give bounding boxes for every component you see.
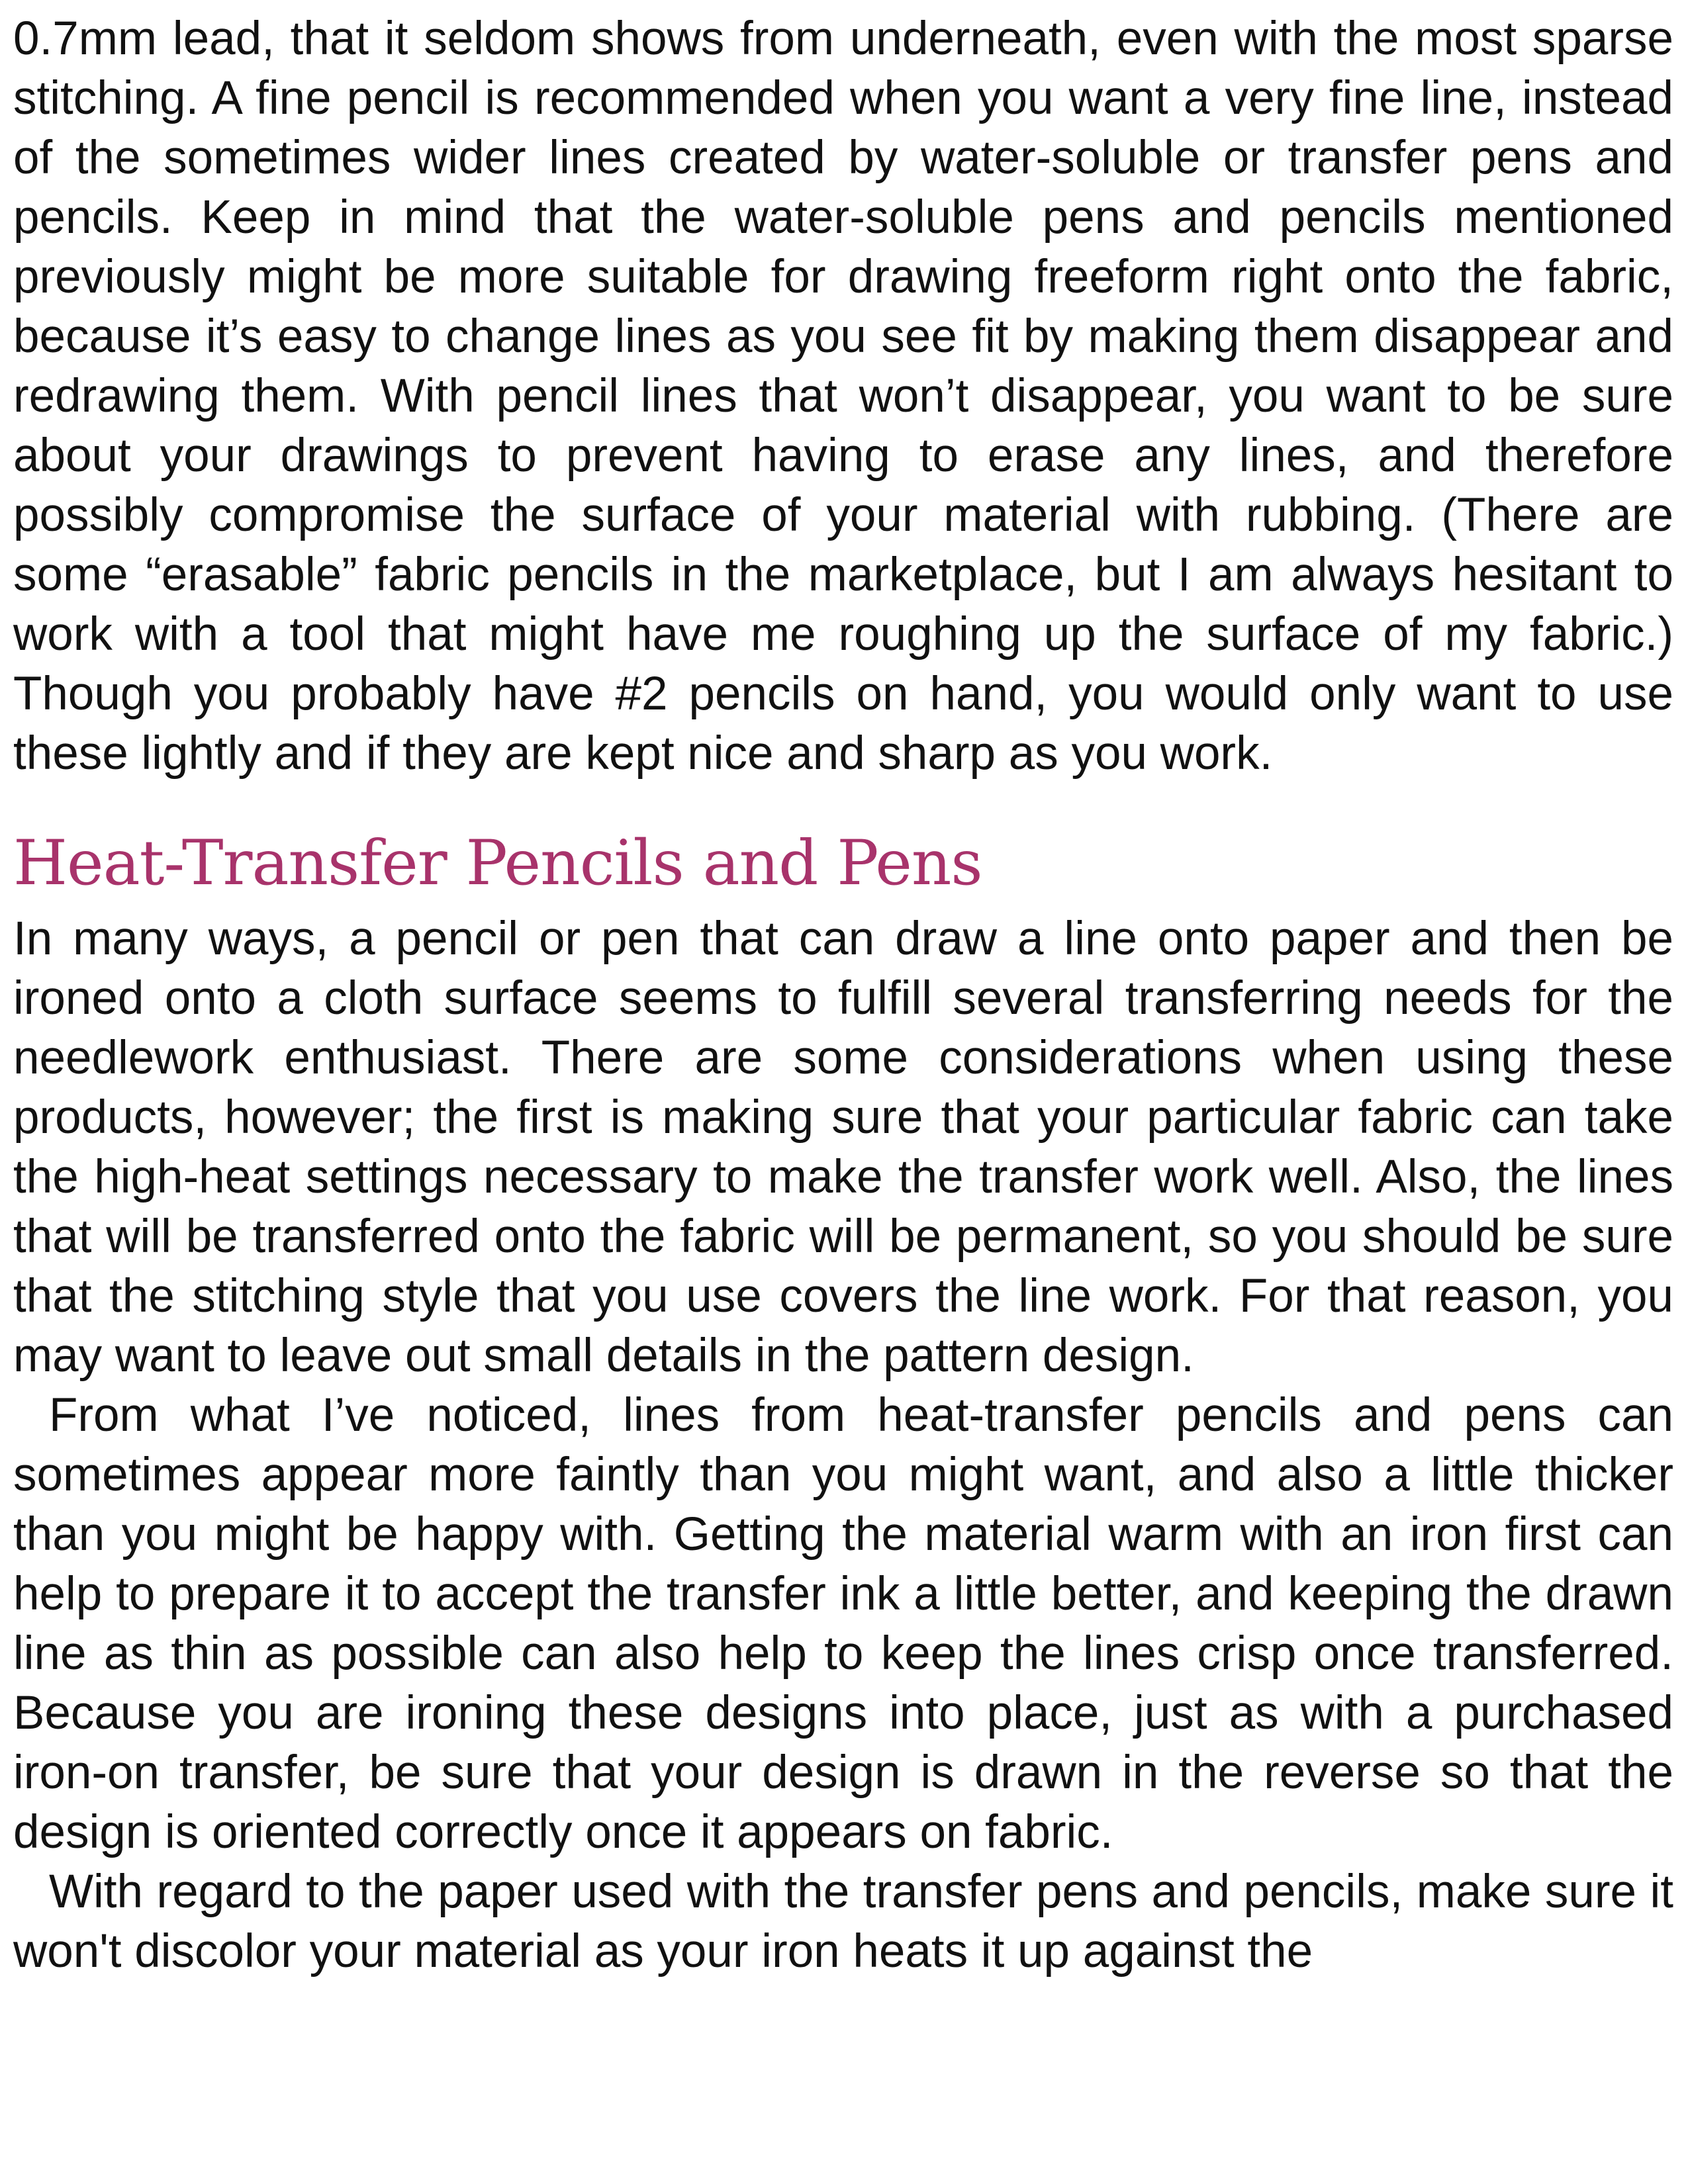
document-page [13,9,1673,1981]
body-paragraph: With regard to the paper used with the transfer pens and pencils, make sure it won't discolor your material as your iron heats it up against the [13,1866,1673,1978]
body-paragraph-continued: 0.7mm lead, that it seldom shows from underneath, even with the most sparse stitching. A fine pencil is recommended when you want a very fine line, instead of the sometimes wider lines created by water-soluble or transfer pens and pencils. Keep in mind that the water-soluble pens and pencils mentioned previously might be more suitable for drawing freeform right onto the fabric, because it’s easy to change lines as you see fit by making them disappear and redrawing them. With pencil lines that won’t disappear, you want to be sure about your drawings to prevent having to erase any lines, and therefore possibly compromise the surface of your material with rubbing. (There are some “erasable” fabric pencils in the marketplace, but I am always hesitant to work with a tool that might have me roughing up the surface of my fabric.) Though you probably have #2 pencils on hand, you would only want to use these lightly and if they are kept nice and sharp as you work. [13,13,1673,780]
body-paragraph: In many ways, a pencil or pen that can draw a line onto paper and then be ironed onto a cloth surface seems to fulfill several transferring needs for the needlework enthusiast. There are some considerations when using these products, however; the first is making sure that your particular fabric can take the high-heat settings necessary to make the transfer work well. Also, the lines that will be transferred onto the fabric will be permanent, so you should be sure that the stitching style that you use covers the line work. For that reason, you may want to leave out small details in the pattern design. [13,913,1673,1382]
body-paragraph: From what I’ve noticed, lines from heat-transfer pencils and pens can sometimes appear more faintly than you might want, and also a little thicker than you might be happy with. Getting the material warm with an iron first can help to prepare it to accept the transfer ink a little better, and keeping the drawn line as thin as possible can also help to keep the lines crisp once transferred. Because you are ironing these designs into place, just as with a purchased iron-on transfer, be sure that your design is drawn in the reverse so that the design is oriented correctly once it appears on fabric. [13,1389,1673,1858]
section-heading: Heat-Transfer Pencils and Pens [13,827,982,899]
